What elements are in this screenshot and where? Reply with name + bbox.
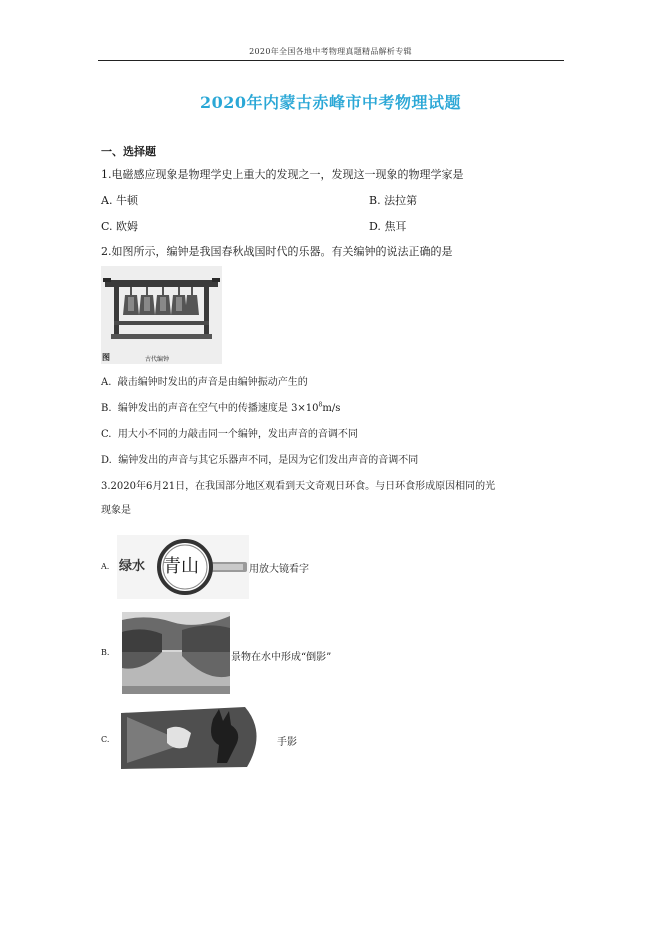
q3-option-a-text: 用放大镜看字 [249, 564, 309, 575]
q2-option-c [101, 425, 358, 440]
figure-corner-label: 图 [102, 352, 110, 362]
bianzhong-drawing [101, 266, 222, 364]
page-header: 2020年全国各地中考物理真题精品解析专辑 [249, 47, 412, 56]
option-letter: C. [101, 429, 112, 440]
option-letter: C. [101, 220, 113, 233]
option-text: 法拉第 [384, 194, 418, 207]
option-letter: B. [369, 194, 381, 207]
q3-stem-line2: 现象是 [101, 505, 131, 516]
option-letter: A. [101, 194, 113, 207]
q3-option-c-letter: C. [101, 735, 110, 744]
q1-option-b [369, 192, 417, 208]
option-text: 欧姆 [116, 220, 139, 233]
option-unit: m/s [322, 403, 341, 414]
option-letter: D. [101, 455, 112, 466]
q3-option-b-letter: B. [101, 648, 110, 657]
figure-caption: 古代编钟 [145, 356, 170, 363]
q1-stem: 1.电磁感应现象是物理学史上重大的发现之一，发现这一现象的物理学家是 [101, 168, 464, 181]
header-divider [98, 60, 564, 61]
option-text: 编钟发出的声音在空气中的传播速度是 3×10 [117, 403, 319, 414]
q2-stem: 2.如图所示，编钟是我国春秋战国时代的乐器。有关编钟的说法正确的是 [101, 245, 453, 258]
option-text: 用大小不同的力敲击同一个编钟，发出声音的音调不同 [117, 429, 358, 440]
magnifier-text-left: 绿水 [119, 559, 146, 574]
magnifier-figure [117, 535, 249, 599]
q1-option-d [369, 218, 406, 234]
magnifier-text-mid: 青山 [163, 556, 199, 577]
reflection-figure [122, 612, 230, 694]
q2-option-d [101, 451, 418, 466]
q3-option-b-text: 景物在水中形成“倒影” [231, 652, 332, 663]
q3-option-c-text: 手影 [277, 737, 297, 748]
option-text: 编钟发出的声音与其它乐器声不同，是因为它们发出声音的音调不同 [118, 455, 419, 466]
q1-option-c [101, 218, 138, 234]
q1-option-a [101, 192, 138, 208]
q3-stem-line1: 3.2020年6月21日，在我国部分地区观看到天文奇观日环食。与日环食形成原因相同的光 [101, 481, 496, 492]
hand-shadow-figure [117, 703, 273, 775]
option-text: 敲击编钟时发出的声音是由编钟振动产生的 [117, 377, 308, 388]
q2-option-b [101, 399, 340, 414]
option-letter: B. [101, 403, 112, 414]
option-letter: D. [369, 220, 381, 233]
page-title: 2020年内蒙古赤峰市中考物理试题 [199, 93, 462, 112]
q3-option-a-letter: A. [101, 562, 110, 571]
option-letter: A. [101, 377, 112, 388]
hand-shadow-drawing [117, 703, 273, 775]
bianzhong-figure [101, 266, 222, 364]
option-text: 牛顿 [115, 194, 138, 207]
option-exponent: 8 [318, 401, 323, 409]
option-text: 焦耳 [384, 220, 407, 233]
q2-option-a [101, 373, 308, 388]
reflection-drawing [122, 612, 230, 694]
section-heading: 一、选择题 [101, 145, 156, 158]
